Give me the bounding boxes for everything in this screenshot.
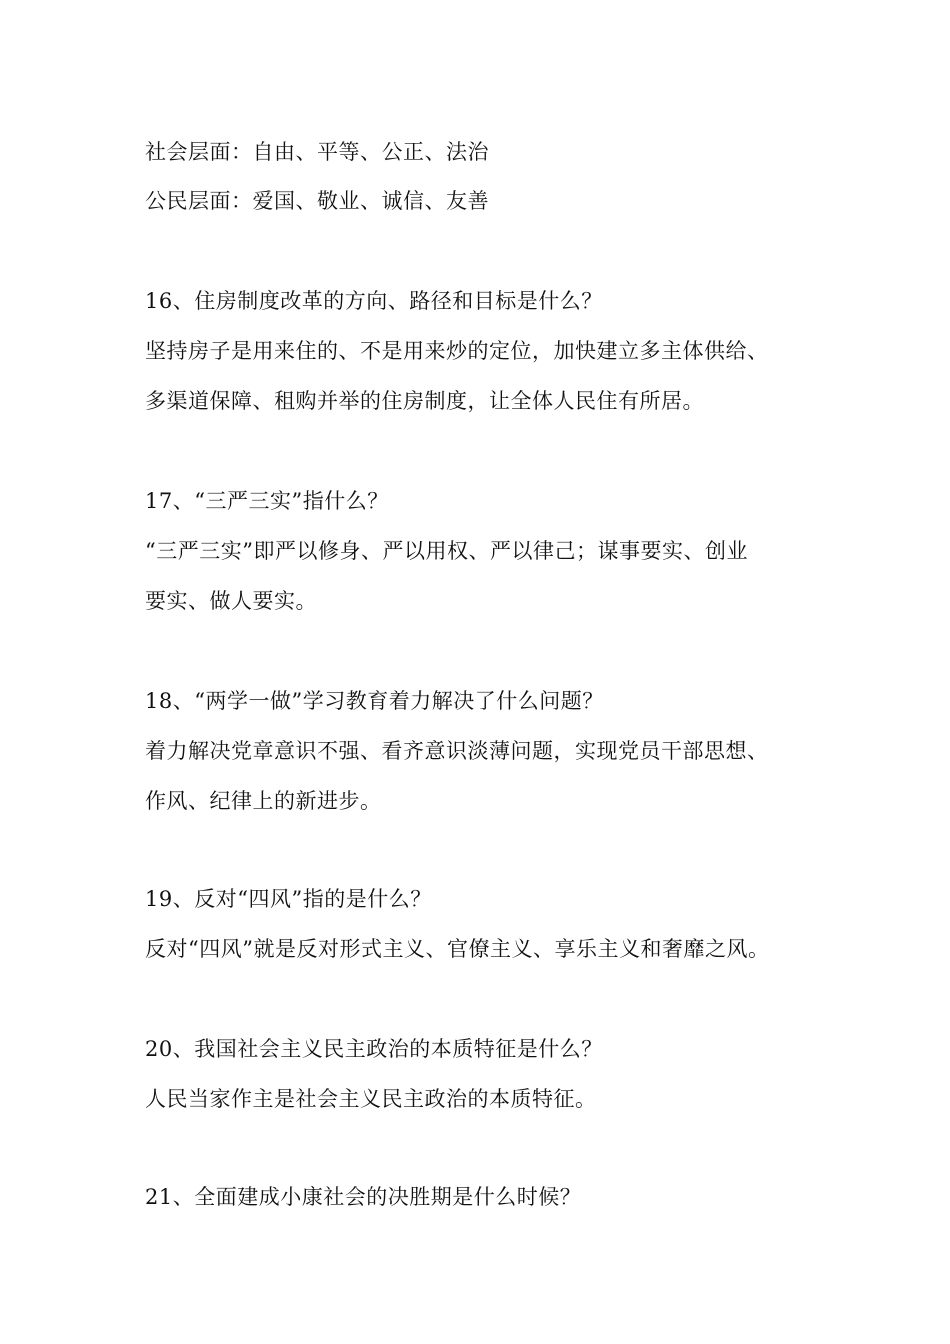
- answer-17-line-1: “三严三实”即严以修身、严以用权、严以律己；谋事要实、创业: [145, 539, 748, 563]
- answer-16-line-2: 多渠道保障、租购并举的住房制度，让全体人民住有所居。: [145, 389, 704, 413]
- question-17: 17、“三严三实”指什么？: [145, 489, 389, 513]
- intro-line: 社会层面：自由、平等、公正、法治: [145, 140, 489, 164]
- answer-16-line-1: 坚持房子是用来住的、不是用来炒的定位，加快建立多主体供给、: [145, 339, 769, 363]
- answer-18-line-1: 着力解决党章意识不强、看齐意识淡薄问题，实现党员干部思想、: [145, 739, 769, 763]
- question-21: 21、全面建成小康社会的决胜期是什么时候？: [145, 1185, 582, 1209]
- question-19: 19、反对“四风”指的是什么？: [145, 887, 432, 911]
- answer-19-line-1: 反对“四风”就是反对形式主义、官僚主义、享乐主义和奢靡之风。: [145, 937, 770, 961]
- question-16: 16、住房制度改革的方向、路径和目标是什么？: [145, 289, 603, 313]
- answer-17-line-2: 要实、做人要实。: [145, 589, 317, 613]
- question-20: 20、我国社会主义民主政治的本质特征是什么？: [145, 1037, 603, 1061]
- answer-18-line-2: 作风、纪律上的新进步。: [145, 789, 382, 813]
- question-18: 18、“两学一做”学习教育着力解决了什么问题？: [145, 689, 604, 713]
- answer-20-line-1: 人民当家作主是社会主义民主政治的本质特征。: [145, 1087, 597, 1111]
- intro-line: 公民层面：爱国、敬业、诚信、友善: [145, 189, 489, 213]
